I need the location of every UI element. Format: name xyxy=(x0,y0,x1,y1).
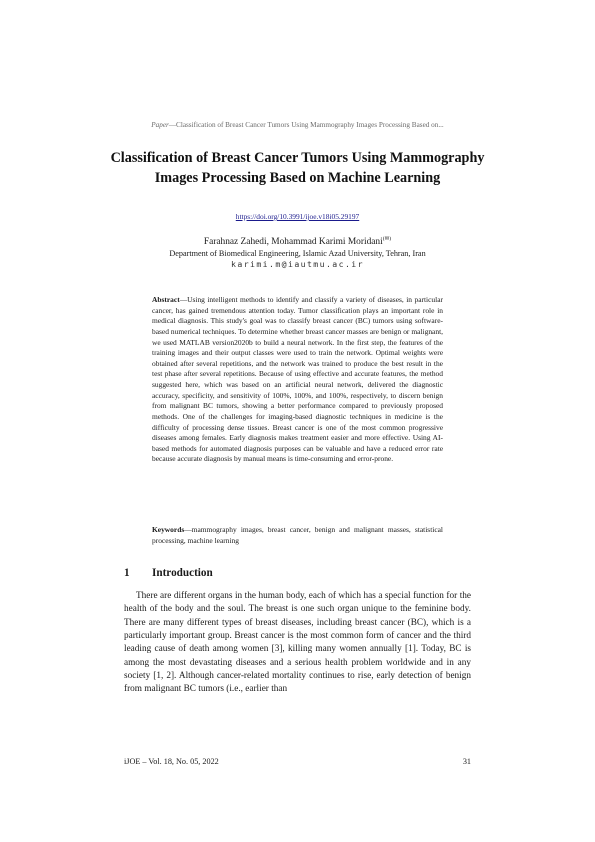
keywords-heading: Keywords xyxy=(152,525,185,534)
doi-link[interactable]: https://doi.org/10.3991/ijoe.v18i05.29197 xyxy=(235,212,360,221)
section-heading xyxy=(124,567,213,579)
author-list xyxy=(0,236,595,247)
paper-title: Classification of Breast Cancer Tumors Using Mammography Images Processing Based on Machine Learning xyxy=(110,150,485,186)
keywords-text: —mammography images, breast cancer, benign and malignant masses, statistical processing, machine learning xyxy=(152,525,443,545)
introduction-paragraph: There are different organs in the human body, each of which has a special function for the health of the body and the soul. The breast is one such organ unique to the feminine body. There are many different types of breast diseases, including breast cancer (BC), which is a particularly important group. Breast cancer is the most common form of cancer and the third leading cause of death among women [3], killing many women annually [1]. Today, BC is among the most devastating diseases and a serious health problem worldwide and in any society [1, 2]. Although cancer-related mortality continues to rise, early detection of benign from malignant BC tumors (i.e., earlier than xyxy=(124,591,471,695)
footer-page-number: 31 xyxy=(462,757,471,766)
running-header-text: —Classification of Breast Cancer Tumors Using Mammography Images Processing Based on... xyxy=(168,121,444,129)
abstract xyxy=(152,295,443,465)
running-header-label: Paper xyxy=(151,121,169,129)
author-email[interactable]: karimi.m@iautmu.ac.ir xyxy=(231,259,364,269)
footer-journal: iJOE ‒ Vol. 18, No. 05, 2022 xyxy=(124,757,219,766)
affiliation: Department of Biomedical Engineering, Islamic Azad University, Tehran, Iran xyxy=(169,249,426,258)
corresponding-author-mark: (✉) xyxy=(382,236,392,242)
author-names: Farahnaz Zahedi, Mohammad Karimi Moridani xyxy=(203,237,383,248)
section-title: Introduction xyxy=(152,567,213,579)
section-number: 1 xyxy=(124,567,130,579)
running-header xyxy=(0,121,595,129)
keywords xyxy=(152,525,443,546)
abstract-heading: Abstract xyxy=(152,295,180,304)
abstract-text: —Using intelligent methods to identify and classify a variety of diseases, in particular cancer, has gained tremendous attention today. Tumor classification plays an important role in medical diagnosis. This study's goal was to classify breast cancer (BC) tumors using software-based numerical techniques. To determine whether breast cancer masses are benign or malignant, we used MATLAB version2020b to build a neural network. In the first step, the features of the training images and their output classes were used to train the network. Optimal weights were obtained after several repetitions, and the network was trained to produce the best result in the test phase after several repetitions. Because of using effective and accurate features, the method suggested here, which was based on an artificial neural network, delivered the diagnostic accuracy, specificity, and sensitivity of 100%, 100%, and 100%, respectively, to discern benign from malignant BC tumors, showing a better performance compared to previously proposed methods. One of the challenges for imaging-based diagnostic techniques in medicine is the difficulty of processing dense tissues. Breast cancer is one of the most common progressive diseases among females. Early diagnosis makes treatment easier and more effective. Using AI-based methods for automated diagnosis purposes can be valuable and have a reduced error rate because accurate diagnosis by manual means is time-consuming and error-prone. xyxy=(152,295,443,464)
